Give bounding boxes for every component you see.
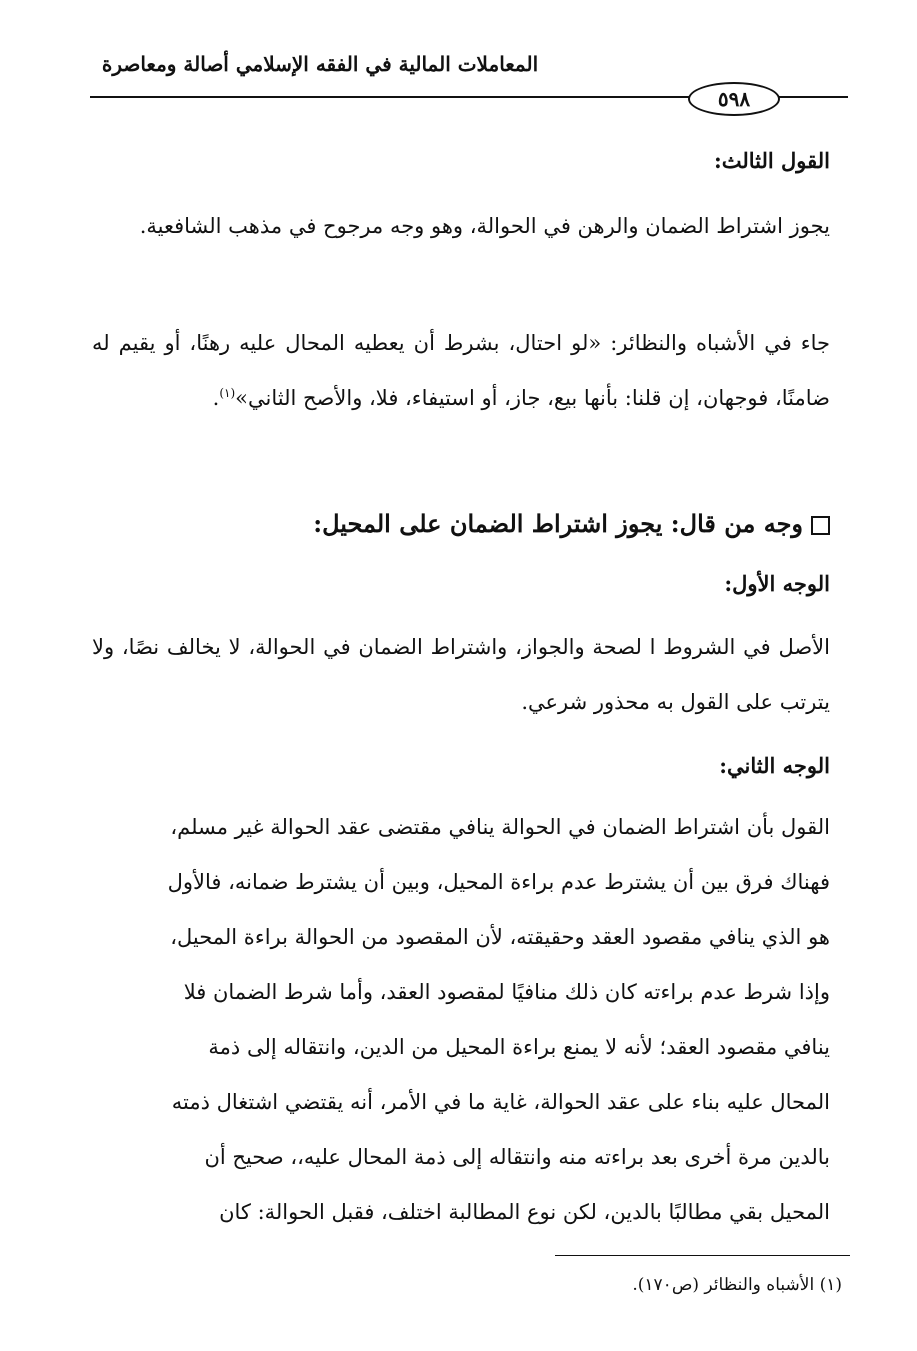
quote-paragraph <box>92 316 830 426</box>
running-title: المعاملات المالية في الفقه الإسلامي أصالة ومعاصرة <box>101 52 539 76</box>
footnote-rule <box>555 1255 850 1256</box>
second-reason-line: وإذا شرط عدم براءته كان ذلك منافيًا لمقصود العقد، وأما شرط الضمان فلا <box>183 980 830 1004</box>
third-opinion-text: يجوز اشتراط الضمان والرهن في الحوالة، وهو وجه مرجوح في مذهب الشافعية. <box>139 214 830 238</box>
second-reason-line: ينافي مقصود العقد؛ لأنه لا يمنع براءة المحيل من الدين، وانتقاله إلى ذمة <box>208 1035 830 1059</box>
second-reason-line: المحيل بقي مطالبًا بالدين، لكن نوع المطالبة اختلف، فقبل الحوالة: كان <box>219 1200 830 1224</box>
first-reason-text: الأصل في الشروط ا لصحة والجواز، واشتراط الضمان في الحوالة، لا يخالف نصًا، ولا يترتب على القول به محذور شرعي. <box>92 635 830 714</box>
second-reason-line: القول بأن اشتراط الضمان في الحوالة ينافي مقتضى عقد الحوالة غير مسلم، <box>170 815 830 839</box>
second-reason-line: بالدين مرة أخرى بعد براءته منه وانتقاله إلى ذمة المحال عليه،، صحيح أن <box>204 1145 830 1169</box>
page-number: ٥٩٨ <box>688 82 780 116</box>
square-bullet-icon <box>811 516 830 535</box>
footnote-reference: (١) <box>219 386 236 400</box>
section-heading-text: وجه من قال: يجوز اشتراط الضمان على المحيل: <box>313 509 803 538</box>
footnote: (١) الأشباه والنظائر (ص١٧٠). <box>632 1275 842 1295</box>
second-reason-line: هو الذي ينافي مقصود العقد وحقيقته، لأن المقصود من الحوالة براءة المحيل، <box>170 925 830 949</box>
first-reason-heading: الوجه الأول: <box>724 571 830 596</box>
second-reason-line: فهناك فرق بين أن يشترط عدم براءة المحيل، وبين أن يشترط ضمانه، فالأول <box>167 870 830 894</box>
section-heading <box>92 496 830 551</box>
quote-end: . <box>212 386 220 410</box>
third-opinion-heading: القول الثالث: <box>713 148 830 173</box>
second-reason-line: المحال عليه بناء على عقد الحوالة، غاية ما في الأمر، أنه يقتضي اشتغال ذمته <box>171 1090 830 1114</box>
quote-text: جاء في الأشباه والنظائر: «لو احتال، بشرط أن يعطيه المحال عليه رهنًا، أو يقيم له ضامنًا، فوجهان، إن قلنا: بأنها بيع، جاز، أو استيفاء، فلا، والأصح الثاني» <box>92 331 830 410</box>
second-reason-heading: الوجه الثاني: <box>719 753 830 778</box>
